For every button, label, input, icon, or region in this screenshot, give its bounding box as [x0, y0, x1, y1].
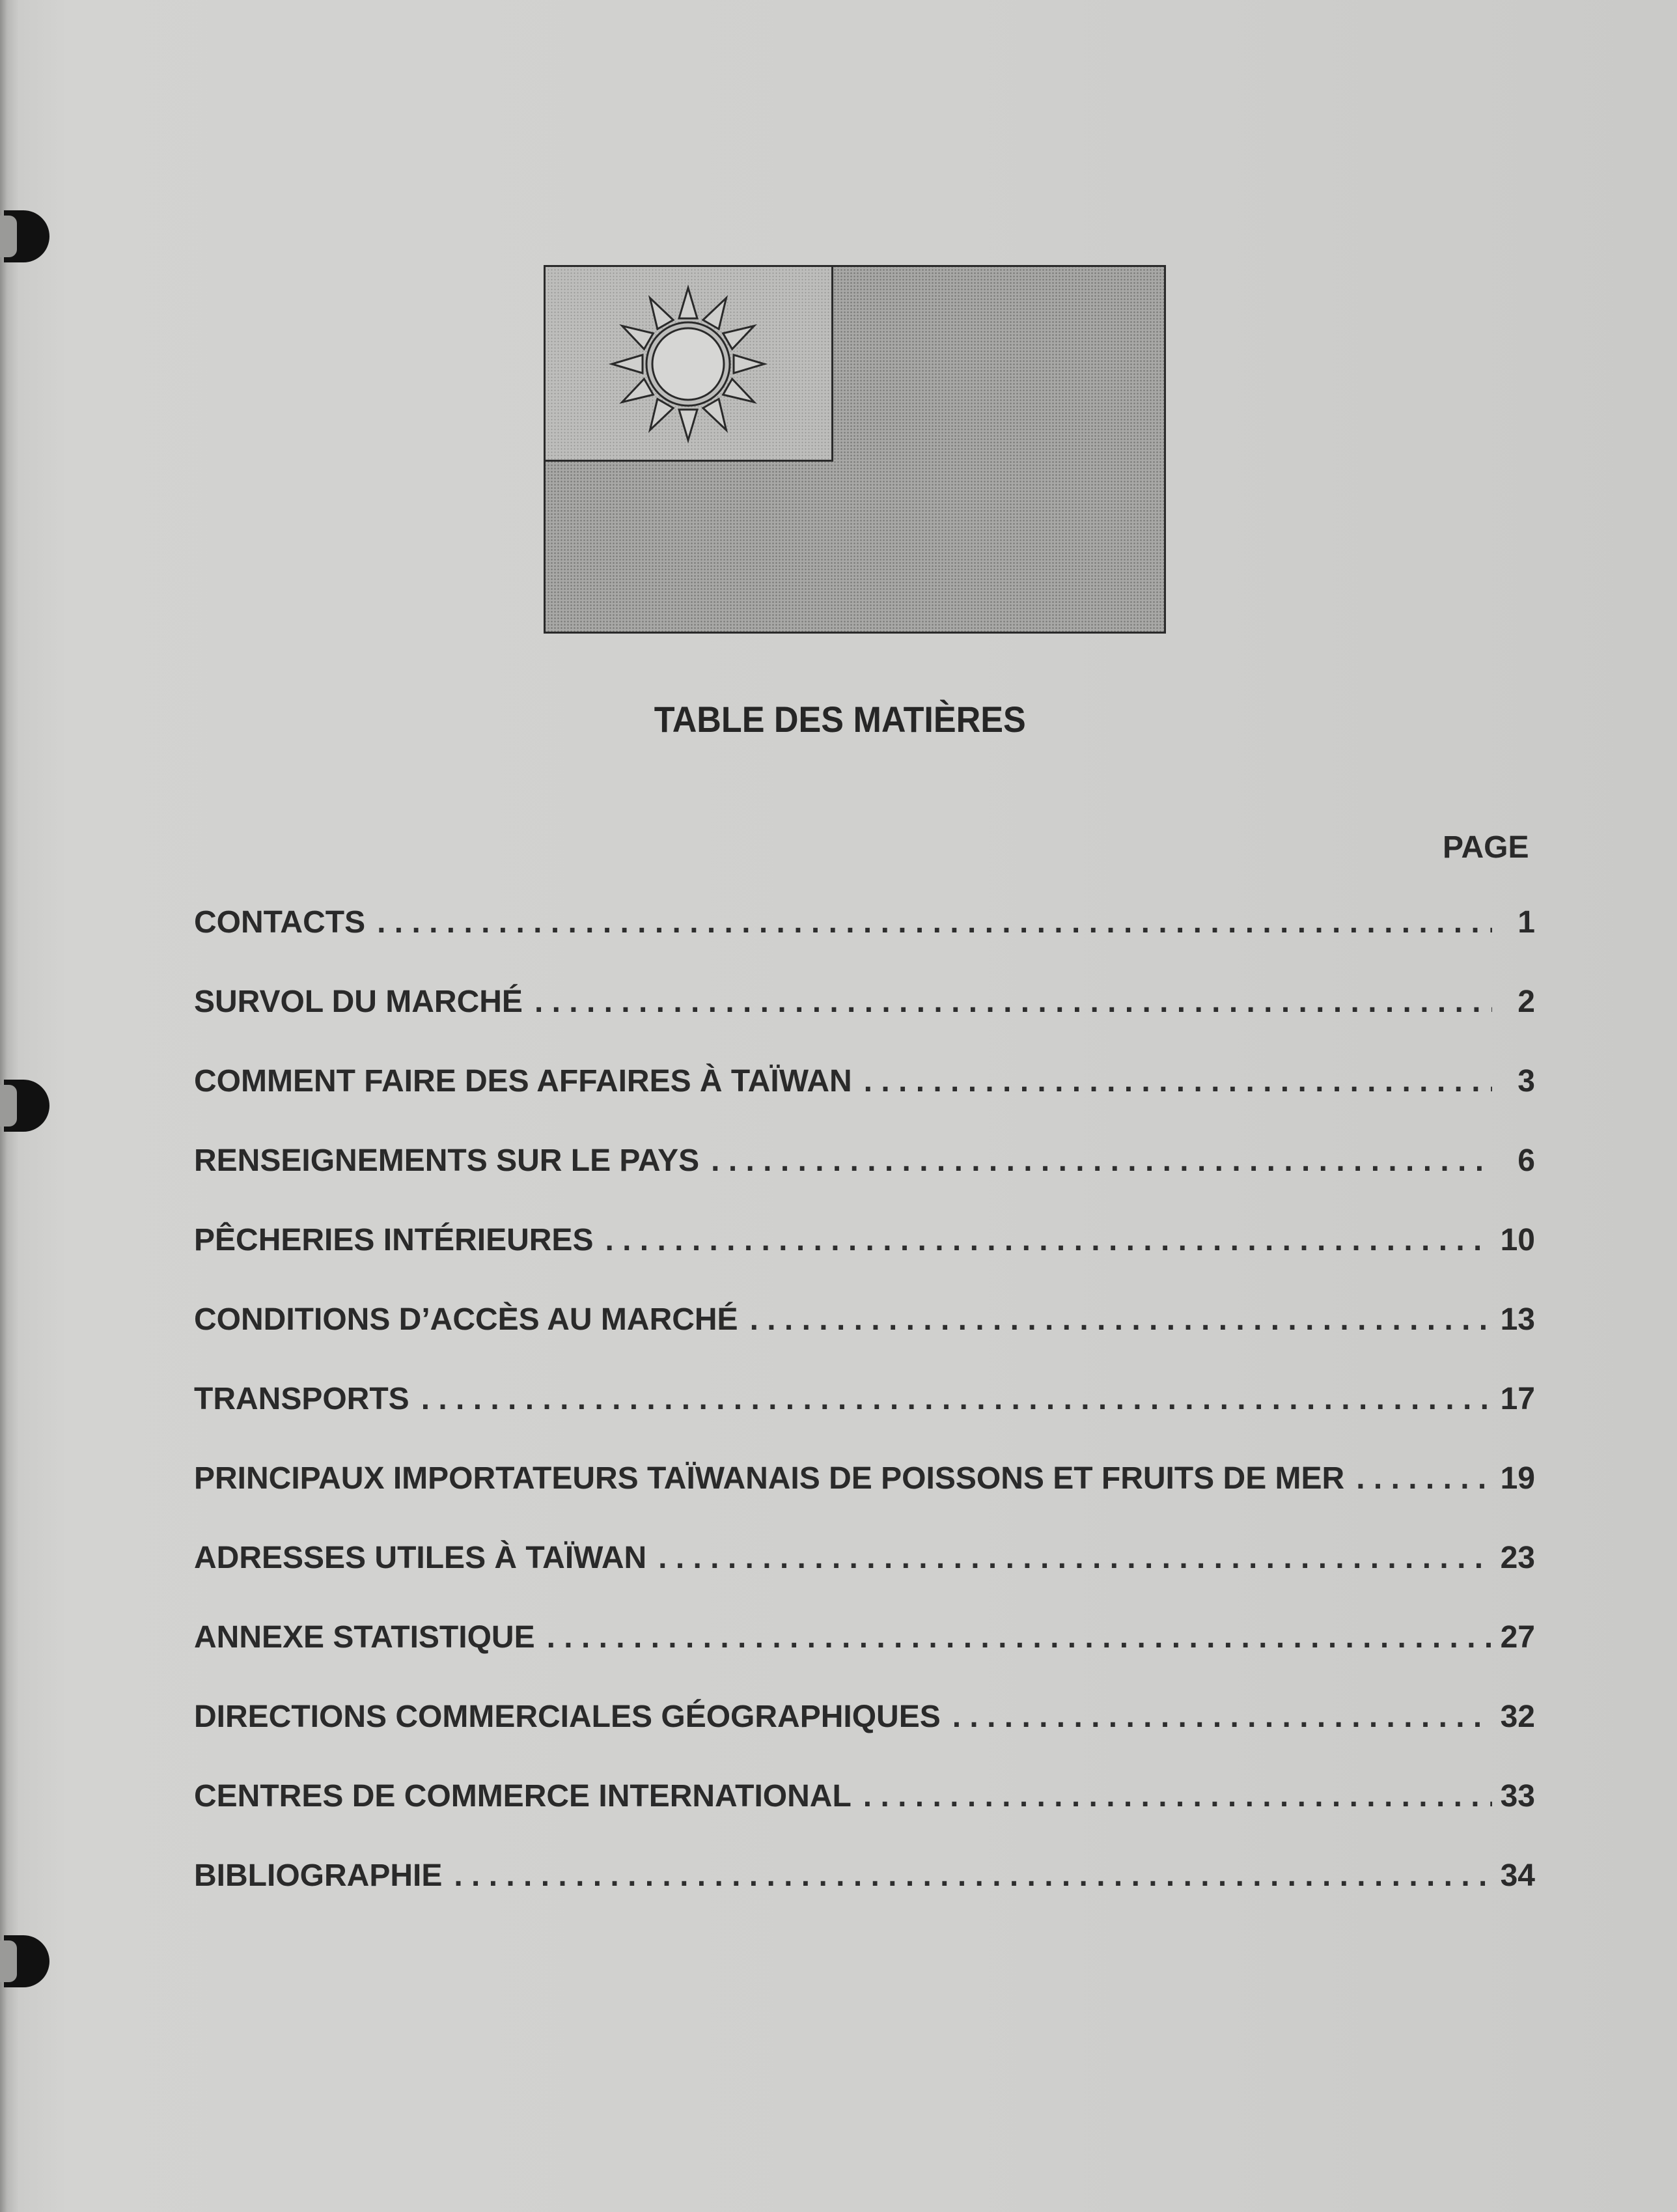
toc-entry-page-number: 23: [1500, 1541, 1535, 1575]
toc-entry-page-number: 3: [1518, 1064, 1535, 1099]
toc-entry: [194, 984, 1535, 1063]
toc-entry: [194, 1222, 1535, 1302]
punch-hole: [4, 1935, 49, 1987]
toc-entry-label: ANNEXE STATISTIQUE: [194, 1620, 535, 1655]
toc-entry-label: PÊCHERIES INTÉRIEURES: [194, 1223, 594, 1257]
toc-entry-page-number: 13: [1500, 1302, 1535, 1337]
toc-entry-label: RENSEIGNEMENTS SUR LE PAYS: [194, 1143, 700, 1178]
dot-leader: [1356, 1461, 1492, 1496]
toc-entry-label: BIBLIOGRAPHIE: [194, 1858, 443, 1893]
toc-entry-label: SURVOL DU MARCHÉ: [194, 985, 523, 1019]
dot-leader: [377, 904, 1492, 940]
toc-entry: [194, 1619, 1535, 1699]
toc-entry: [194, 904, 1535, 984]
dot-leader: [421, 1381, 1492, 1417]
toc-entry: [194, 1461, 1535, 1540]
toc-entry: [194, 1302, 1535, 1381]
toc-entry-label: DIRECTIONS COMMERCIALES GÉOGRAPHIQUES: [194, 1700, 941, 1734]
toc-entry-page-number: 2: [1518, 985, 1535, 1019]
dot-leader: [547, 1619, 1492, 1655]
dot-leader: [658, 1540, 1492, 1576]
toc-entry: [194, 1699, 1535, 1778]
toc-entry-label: CONDITIONS D’ACCÈS AU MARCHÉ: [194, 1302, 738, 1337]
toc-entry-page-number: 10: [1500, 1223, 1535, 1257]
dot-leader: [863, 1778, 1492, 1814]
flag-of-taiwan-icon: [544, 265, 1166, 634]
dot-leader: [454, 1858, 1492, 1894]
toc-entry-label: CENTRES DE COMMERCE INTERNATIONAL: [194, 1779, 852, 1813]
toc-entry: [194, 1063, 1535, 1143]
toc-entry-label: TRANSPORTS: [194, 1382, 409, 1416]
punch-hole: [4, 210, 49, 262]
dot-leader: [864, 1063, 1492, 1099]
punch-hole: [4, 1080, 49, 1132]
toc-entry-label: COMMENT FAIRE DES AFFAIRES À TAÏWAN: [194, 1064, 852, 1099]
toc-entry-page-number: 34: [1500, 1858, 1535, 1893]
page-column-header: PAGE: [1443, 830, 1529, 865]
table-of-contents: [194, 904, 1535, 1937]
dot-leader: [711, 1143, 1492, 1179]
dot-leader: [534, 984, 1492, 1020]
toc-entry-page-number: 33: [1500, 1779, 1535, 1813]
toc-entry-label: PRINCIPAUX IMPORTATEURS TAÏWANAIS DE POISSONS ET FRUITS DE MER: [194, 1461, 1345, 1496]
dot-leader: [952, 1699, 1492, 1735]
toc-entry-page-number: 1: [1518, 905, 1535, 940]
toc-entry-label: ADRESSES UTILES À TAÏWAN: [194, 1541, 647, 1575]
dot-leader: [605, 1222, 1492, 1258]
toc-entry-page-number: 17: [1500, 1382, 1535, 1416]
toc-entry: [194, 1540, 1535, 1619]
toc-entry: [194, 1778, 1535, 1858]
toc-entry-page-number: 19: [1500, 1461, 1535, 1496]
toc-entry-page-number: 6: [1518, 1143, 1535, 1178]
toc-entry-label: CONTACTS: [194, 905, 366, 940]
page-title: TABLE DES MATIÈRES: [654, 699, 1026, 740]
toc-entry-page-number: 27: [1500, 1620, 1535, 1655]
toc-entry-page-number: 32: [1500, 1700, 1535, 1734]
dot-leader: [750, 1302, 1492, 1337]
toc-entry: [194, 1143, 1535, 1222]
toc-entry: [194, 1381, 1535, 1461]
toc-entry: [194, 1858, 1535, 1937]
